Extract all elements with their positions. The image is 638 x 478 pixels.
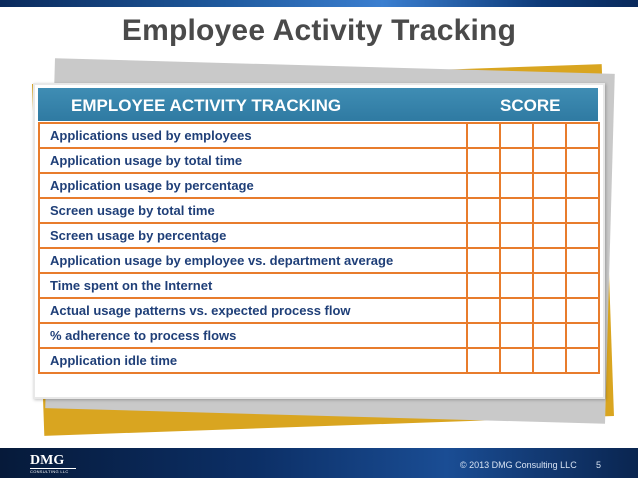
score-cell <box>500 273 533 298</box>
table-row <box>39 123 599 148</box>
score-cell <box>467 248 500 273</box>
row-label: Time spent on the Internet <box>39 273 467 298</box>
footer-bar <box>0 448 638 478</box>
table-row <box>39 298 599 323</box>
score-cell <box>500 173 533 198</box>
score-cell <box>533 198 566 223</box>
score-cell <box>566 223 599 248</box>
score-cell <box>533 223 566 248</box>
table-row <box>39 348 599 373</box>
score-cell <box>500 148 533 173</box>
score-cell <box>500 323 533 348</box>
score-cell <box>533 148 566 173</box>
score-cell <box>467 198 500 223</box>
row-label: Actual usage patterns vs. expected process flow <box>39 298 467 323</box>
slide-title: Employee Activity Tracking <box>121 14 517 47</box>
score-cell <box>566 248 599 273</box>
table-header <box>38 88 598 121</box>
score-cell <box>533 298 566 323</box>
row-label: Screen usage by total time <box>39 198 467 223</box>
score-cell <box>533 273 566 298</box>
row-label: Application usage by total time <box>39 148 467 173</box>
page-number: 5 <box>596 460 602 470</box>
score-cell <box>533 248 566 273</box>
score-cell <box>467 173 500 198</box>
score-cell <box>500 348 533 373</box>
score-header-label: SCORE <box>500 96 561 115</box>
table-row <box>39 148 599 173</box>
top-banner <box>0 0 638 7</box>
table-row <box>39 173 599 198</box>
tracking-table <box>38 122 600 374</box>
row-label: Application usage by employee vs. department average <box>39 248 467 273</box>
logo-subtitle: CONSULTING LLC <box>30 468 76 475</box>
table-row <box>39 223 599 248</box>
score-cell <box>533 123 566 148</box>
row-label: % adherence to process flows <box>39 323 467 348</box>
logo-word: DMG <box>30 453 65 468</box>
score-cell <box>566 348 599 373</box>
score-cell <box>500 123 533 148</box>
row-label: Screen usage by percentage <box>39 223 467 248</box>
score-cell <box>533 323 566 348</box>
score-cell <box>467 348 500 373</box>
score-cell <box>500 298 533 323</box>
score-cell <box>467 323 500 348</box>
score-cell <box>467 123 500 148</box>
score-cell <box>566 298 599 323</box>
score-cell <box>566 148 599 173</box>
score-cell <box>500 223 533 248</box>
score-cell <box>566 273 599 298</box>
score-cell <box>500 248 533 273</box>
score-cell <box>566 123 599 148</box>
score-cell <box>467 298 500 323</box>
score-cell <box>500 198 533 223</box>
score-cell <box>566 173 599 198</box>
score-cell <box>467 223 500 248</box>
table-row <box>39 198 599 223</box>
score-cell <box>566 323 599 348</box>
row-label: Application usage by percentage <box>39 173 467 198</box>
score-cell <box>467 148 500 173</box>
row-label: Application idle time <box>39 348 467 373</box>
copyright-text: © 2013 DMG Consulting LLC <box>460 460 577 470</box>
table-row <box>39 323 599 348</box>
score-cell <box>566 198 599 223</box>
score-cell <box>467 273 500 298</box>
row-label: Applications used by employees <box>39 123 467 148</box>
tracking-table-panel <box>33 83 605 399</box>
table-row <box>39 248 599 273</box>
table-row <box>39 273 599 298</box>
dmg-logo <box>30 454 76 476</box>
table-header-label: EMPLOYEE ACTIVITY TRACKING <box>71 96 342 115</box>
score-cell <box>533 348 566 373</box>
score-cell <box>533 173 566 198</box>
